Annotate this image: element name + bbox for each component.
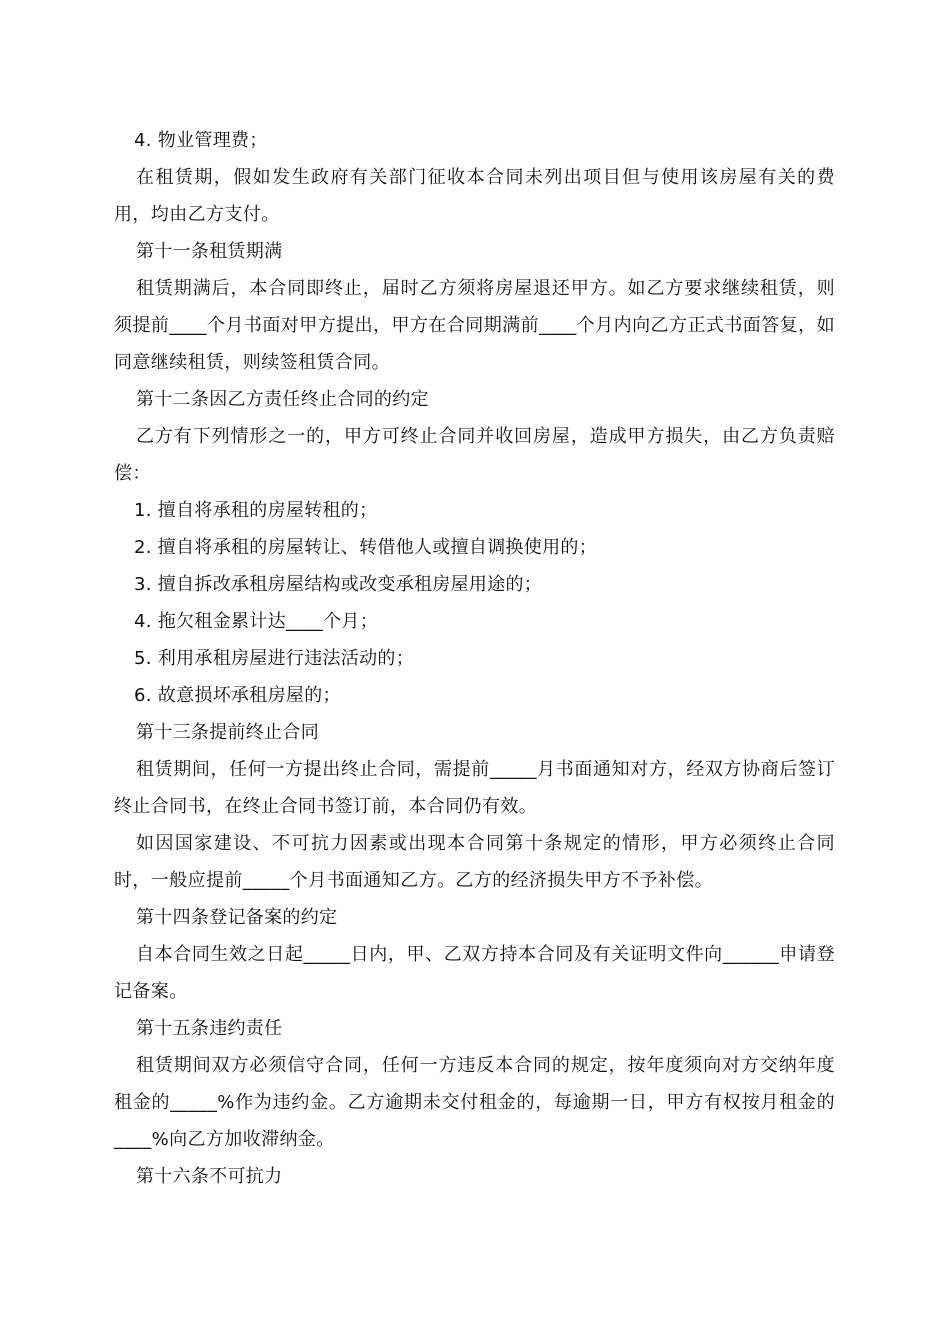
- article-11-heading: 第十一条租赁期满: [136, 241, 283, 262]
- paragraph-breach-liability: 租赁期间双方必须信守合同，任何一方违反本合同的规定，按年度须向对方交纳年度租金的_____%作为违约金。乙方逾期未交付租金的，每逾期一日，甲方有权按月租金的____%向乙方加收滞纳金。: [114, 1055, 835, 1150]
- paragraph-early-termination: 租赁期间，任何一方提出终止合同，需提前_____月书面通知对方，经双方协商后签订终止合同书，在终止合同书签订前，本合同仍有效。: [114, 759, 835, 817]
- article-15-heading: 第十五条违约责任: [136, 1018, 283, 1039]
- paragraph-termination-conditions: 乙方有下列情形之一的，甲方可终止合同并收回房屋，造成甲方损失，由乙方负责赔偿：: [114, 426, 835, 484]
- paragraph-registration: 自本合同生效之日起_____日内，甲、乙双方持本合同及有关证明文件向______申请登记备案。: [114, 944, 835, 1002]
- paragraph-lease-expiry: 租赁期满后，本合同即终止，届时乙方须将房屋退还甲方。如乙方要求继续租赁，则须提前____个月书面对甲方提出，甲方在合同期满前____个月内向乙方正式书面答复，如同意继续租赁，则续签租赁合同。: [114, 278, 835, 373]
- list-item-property-fee: 4. 物业管理费；: [134, 130, 268, 151]
- document-body: [114, 122, 835, 1195]
- list-item-rent-arrears: 4. 拖欠租金累计达____个月；: [134, 611, 378, 632]
- list-item-illegal-activity: 5. 利用承租房屋进行违法活动的；: [134, 648, 414, 669]
- list-item-transfer: 2. 擅自将承租的房屋转让、转借他人或擅自调换使用的；: [134, 537, 597, 558]
- article-16-heading: 第十六条不可抗力: [136, 1166, 283, 1187]
- list-item-damage: 6. 故意损坏承租房屋的；: [134, 685, 341, 706]
- paragraph-other-fees: 在租赁期，假如发生政府有关部门征收本合同未列出项目但与使用该房屋有关的费用，均由乙方支付。: [114, 167, 835, 225]
- list-item-alteration: 3. 擅自拆改承租房屋结构或改变承租房屋用途的；: [134, 574, 543, 595]
- article-13-heading: 第十三条提前终止合同: [136, 722, 319, 743]
- list-item-sublet: 1. 擅自将承租的房屋转租的；: [134, 500, 378, 521]
- article-12-heading: 第十二条因乙方责任终止合同的约定: [136, 389, 429, 410]
- paragraph-national-construction: 如因国家建设、不可抗力因素或出现本合同第十条规定的情形，甲方必须终止合同时，一般应提前_____个月书面通知乙方。乙方的经济损失甲方不予补偿。: [114, 833, 835, 891]
- article-14-heading: 第十四条登记备案的约定: [136, 907, 338, 928]
